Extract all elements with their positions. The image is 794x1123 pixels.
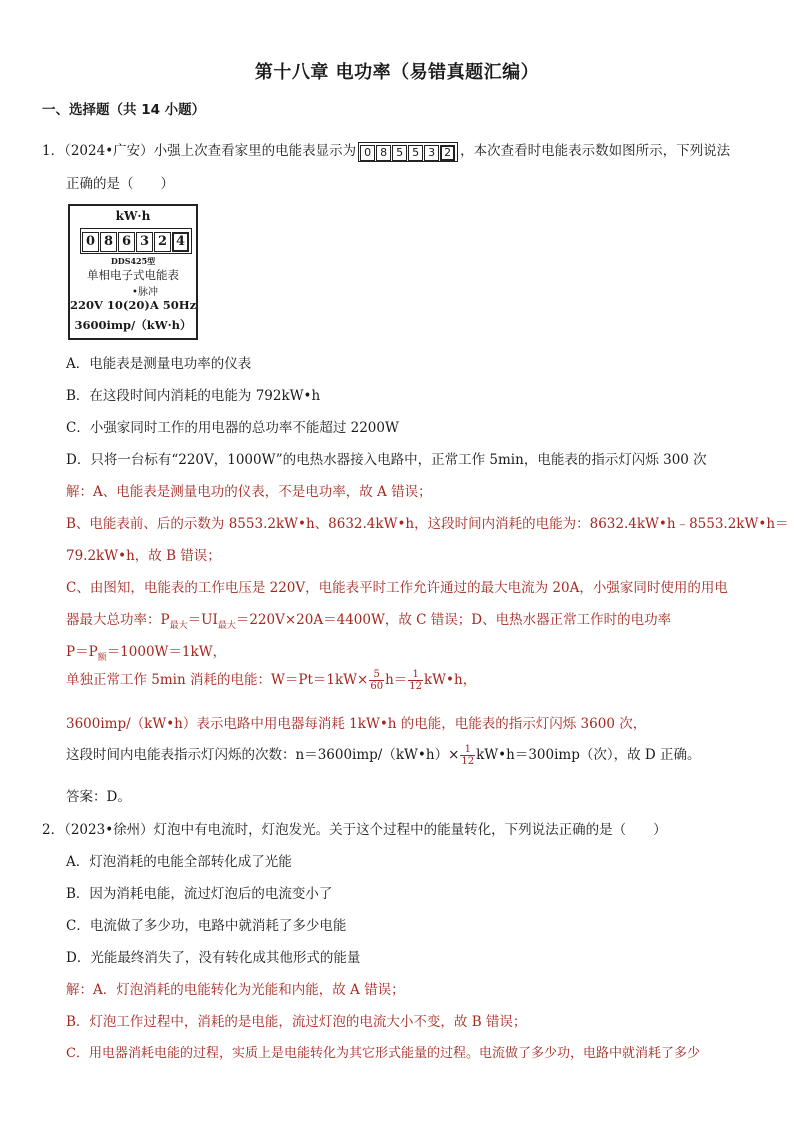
- fraction-denominator: 12: [461, 756, 475, 767]
- option-b: B．因为消耗电能，流过灯泡后的电流变小了: [66, 886, 333, 902]
- page-title: 第十八章 电功率（易错真题汇编）: [254, 62, 540, 83]
- solution-line: 3600imp/（kW•h）表示电路中用电器每消耗 1kW•h 的电能，电能表的指示灯闪烁 3600 次，: [66, 716, 647, 732]
- prev-digit: 5: [392, 145, 407, 161]
- formula-text: P＝P: [66, 644, 98, 660]
- previous-meter-reading: [358, 142, 458, 162]
- solution-line: [66, 608, 672, 631]
- fraction: [369, 669, 384, 692]
- question-1-stem-a: 1．（2024•广安）小强上次查看家里的电能表显示为: [42, 143, 357, 159]
- meter-unit: kW·h: [115, 209, 151, 223]
- formula-text: ＝220V×20A＝4400W，故 C 错误；D、电热水器正常工作时的电功率: [235, 612, 672, 628]
- formula-subscript: 最大: [217, 621, 236, 631]
- meter-digit-decimal: 4: [172, 232, 189, 252]
- solution-line: [66, 668, 476, 692]
- formula-text: kW•h＝300imp（次），故 D 正确。: [476, 747, 701, 763]
- fraction-numerator: 1: [408, 669, 423, 681]
- solution-line: 79.2kW•h，故 B 错误；: [66, 548, 221, 564]
- solution-line: [66, 743, 701, 767]
- solution-line: C、由图知，电能表的工作电压是 220V，电能表平时工作允许通过的最大电流为 20A，小强家同时使用的用电: [66, 580, 728, 596]
- option-b: B．在这段时间内消耗的电能为 792kW•h: [66, 388, 321, 404]
- solution-line: C．用电器消耗电能的过程，实质上是电能转化为其它形式能量的过程。电流做了多少功，电路中就消耗了多少: [66, 1046, 700, 1061]
- formula-text: kW•h，: [424, 672, 477, 688]
- meter-digits: [80, 228, 192, 254]
- meter-pulse: •脉冲: [132, 287, 158, 298]
- prev-digit-decimal: 2: [440, 145, 455, 161]
- fraction: [408, 669, 423, 692]
- formula-text: 单独正常工作 5min 消耗的电能：W＝Pt＝1kW×: [66, 672, 369, 688]
- meter-digit: 6: [118, 232, 135, 252]
- meter-model: DDS425型: [110, 256, 156, 266]
- fraction: [460, 744, 475, 767]
- section-heading: 一、选择题（共 14 小题）: [42, 102, 206, 118]
- option-d: D．光能最终消失了，没有转化成其他形式的能量: [66, 950, 361, 966]
- fraction-numerator: 5: [369, 669, 384, 681]
- meter-digit: 3: [136, 232, 153, 252]
- option-c: C．电流做了多少功，电路中就消耗了多少电能: [66, 918, 347, 934]
- option-c: C．小强家同时工作的用电器的总功率不能超过 2200W: [66, 420, 399, 436]
- solution-line: B．灯泡工作过程中，消耗的是电能，流过灯泡的电流大小不变，故 B 错误；: [66, 1014, 527, 1030]
- prev-digit: 3: [424, 145, 439, 161]
- solution-line: B、电能表前、后的示数为 8553.2kW•h、8632.4kW•h，这段时间内消耗的电能为：8632.4kW•h﹣8553.2kW•h＝: [66, 516, 789, 532]
- fraction-numerator: 1: [460, 744, 475, 756]
- option-a: A．灯泡消耗的电能全部转化成了光能: [66, 854, 292, 870]
- fraction-denominator: 60: [370, 681, 384, 692]
- question-1-stem: [42, 139, 730, 162]
- meter-spec-imp: 3600imp/（kW·h）: [74, 318, 192, 332]
- formula-text: 器最大总功率：P: [66, 612, 170, 628]
- question-1-stem-c: 正确的是（ ）: [66, 176, 174, 192]
- prev-digit: 0: [360, 145, 375, 161]
- formula-text: ＝UI: [187, 612, 218, 628]
- solution-line: 解：A、电能表是测量电功的仪表，不是电功率，故 A 错误；: [66, 484, 432, 500]
- question-1-stem-b: ，本次查看时电能表示数如图所示，下列说法: [460, 143, 731, 159]
- formula-subscript: 额: [97, 653, 107, 663]
- solution-line: 解：A．灯泡消耗的电能转化为光能和内能，故 A 错误；: [66, 982, 405, 998]
- meter-digit: 0: [82, 232, 99, 252]
- answer: 答案：D。: [66, 789, 131, 805]
- formula-text: h＝: [385, 672, 408, 688]
- prev-digit: 5: [408, 145, 423, 161]
- formula-subscript: 最大: [169, 621, 188, 631]
- formula-text: 这段时间内电能表指示灯闪烁的次数：n＝3600imp/（kW•h）×: [66, 747, 460, 763]
- formula-text: ＝1000W＝1kW，: [106, 644, 227, 660]
- meter-spec-voltage: 220V 10(20)A 50Hz: [70, 298, 197, 312]
- meter-digit: 8: [100, 232, 117, 252]
- meter-name: 单相电子式电能表: [87, 268, 179, 282]
- fraction-denominator: 12: [409, 681, 422, 692]
- meter-digit: 2: [154, 232, 171, 252]
- electric-meter-figure: [68, 204, 198, 340]
- solution-line: [66, 640, 227, 663]
- question-2-stem: 2．（2023•徐州）灯泡中有电流时，灯泡发光。关于这个过程中的能量转化，下列说法正确的是（ ）: [42, 822, 667, 838]
- prev-digit: 8: [376, 145, 391, 161]
- option-a: A．电能表是测量电功率的仪表: [66, 356, 252, 372]
- option-d: D．只将一台标有“220V，1000W”的电热水器接入电路中，正常工作 5min，电能表的指示灯闪烁 300 次: [66, 452, 707, 468]
